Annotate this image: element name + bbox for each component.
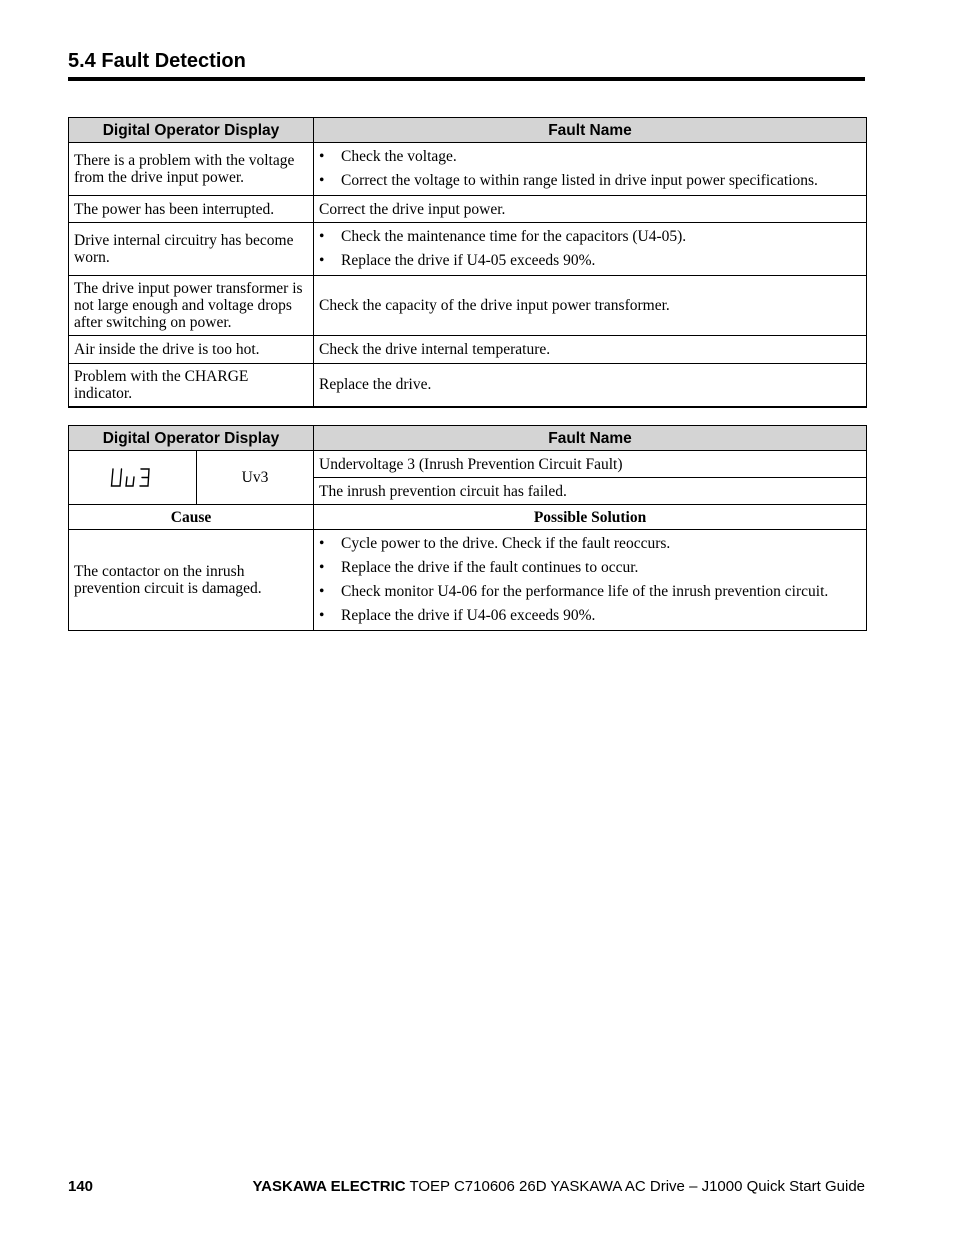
solution-cell <box>314 223 867 276</box>
section-title: 5.4 Fault Detection <box>68 50 246 72</box>
cause-cell: Problem with the CHARGE indicator. <box>69 364 314 407</box>
fault-name-cell: Undervoltage 3 (Inrush Prevention Circuit Fault) <box>314 451 867 478</box>
table-row <box>69 196 867 223</box>
solution-item: • Replace the drive if the fault continues to occur. <box>319 556 861 580</box>
cause-cell: There is a problem with the voltage from the drive input power. <box>69 143 314 196</box>
cause-header: Cause <box>69 505 314 530</box>
solution-item: • Check the voltage. <box>319 145 861 169</box>
display-code: Uv3 <box>197 451 314 505</box>
table-row <box>69 451 867 478</box>
solution-item: • Check monitor U4-06 for the performance life of the inrush prevention circuit. <box>319 580 861 604</box>
footer-doc-title: TOEP C710606 26D YASKAWA AC Drive – J1000 Quick Start Guide <box>405 1178 865 1195</box>
solution-cell: Correct the drive input power. <box>314 196 867 223</box>
page-number: 140 <box>68 1178 94 1195</box>
solution-cell <box>314 143 867 196</box>
table-row <box>69 143 867 196</box>
table-row <box>69 364 867 407</box>
footer-document-info <box>253 1178 865 1195</box>
solution-cell: Check the capacity of the drive input power transformer. <box>314 276 867 336</box>
column-header-display: Digital Operator Display <box>69 426 314 451</box>
lcd-display-cell <box>69 451 197 505</box>
title-rule <box>68 77 865 81</box>
table-row <box>69 223 867 276</box>
cause-cell: Air inside the drive is too hot. <box>69 336 314 364</box>
footer-brand: YASKAWA ELECTRIC <box>252 1178 406 1195</box>
column-header-display: Digital Operator Display <box>69 118 314 143</box>
solution-cell: Check the drive internal temperature. <box>314 336 867 364</box>
cause-cell: The power has been interrupted. <box>69 196 314 223</box>
cause-cell: The contactor on the inrush prevention circuit is damaged. <box>69 530 314 631</box>
cause-cell: Drive internal circuitry has become worn. <box>69 223 314 276</box>
fault-description-cell: The inrush prevention circuit has failed. <box>314 478 867 505</box>
fault-table-uv1 <box>68 117 867 408</box>
solution-item: • Correct the voltage to within range listed in drive input power specifications. <box>319 169 861 193</box>
solution-cell: Replace the drive. <box>314 364 867 407</box>
column-header-fault-name: Fault Name <box>314 118 867 143</box>
table-row <box>69 530 867 631</box>
solution-item: • Check the maintenance time for the capacitors (U4-05). <box>319 225 861 249</box>
subheader-row <box>69 505 867 530</box>
cause-cell: The drive input power transformer is not large enough and voltage drops after switching on power. <box>69 276 314 336</box>
solution-cell <box>314 530 867 631</box>
solution-item: • Replace the drive if U4-06 exceeds 90%. <box>319 604 861 628</box>
table-header-row <box>69 426 867 451</box>
solution-item: • Cycle power to the drive. Check if the fault reoccurs. <box>319 532 861 556</box>
fault-table-uv3 <box>68 425 867 631</box>
lcd-uv3-display <box>109 466 157 490</box>
possible-solution-header: Possible Solution <box>314 505 867 530</box>
table-row <box>69 336 867 364</box>
table-row <box>69 276 867 336</box>
table-header-row <box>69 118 867 143</box>
solution-item: • Replace the drive if U4-05 exceeds 90%. <box>319 249 861 273</box>
column-header-fault-name: Fault Name <box>314 426 867 451</box>
